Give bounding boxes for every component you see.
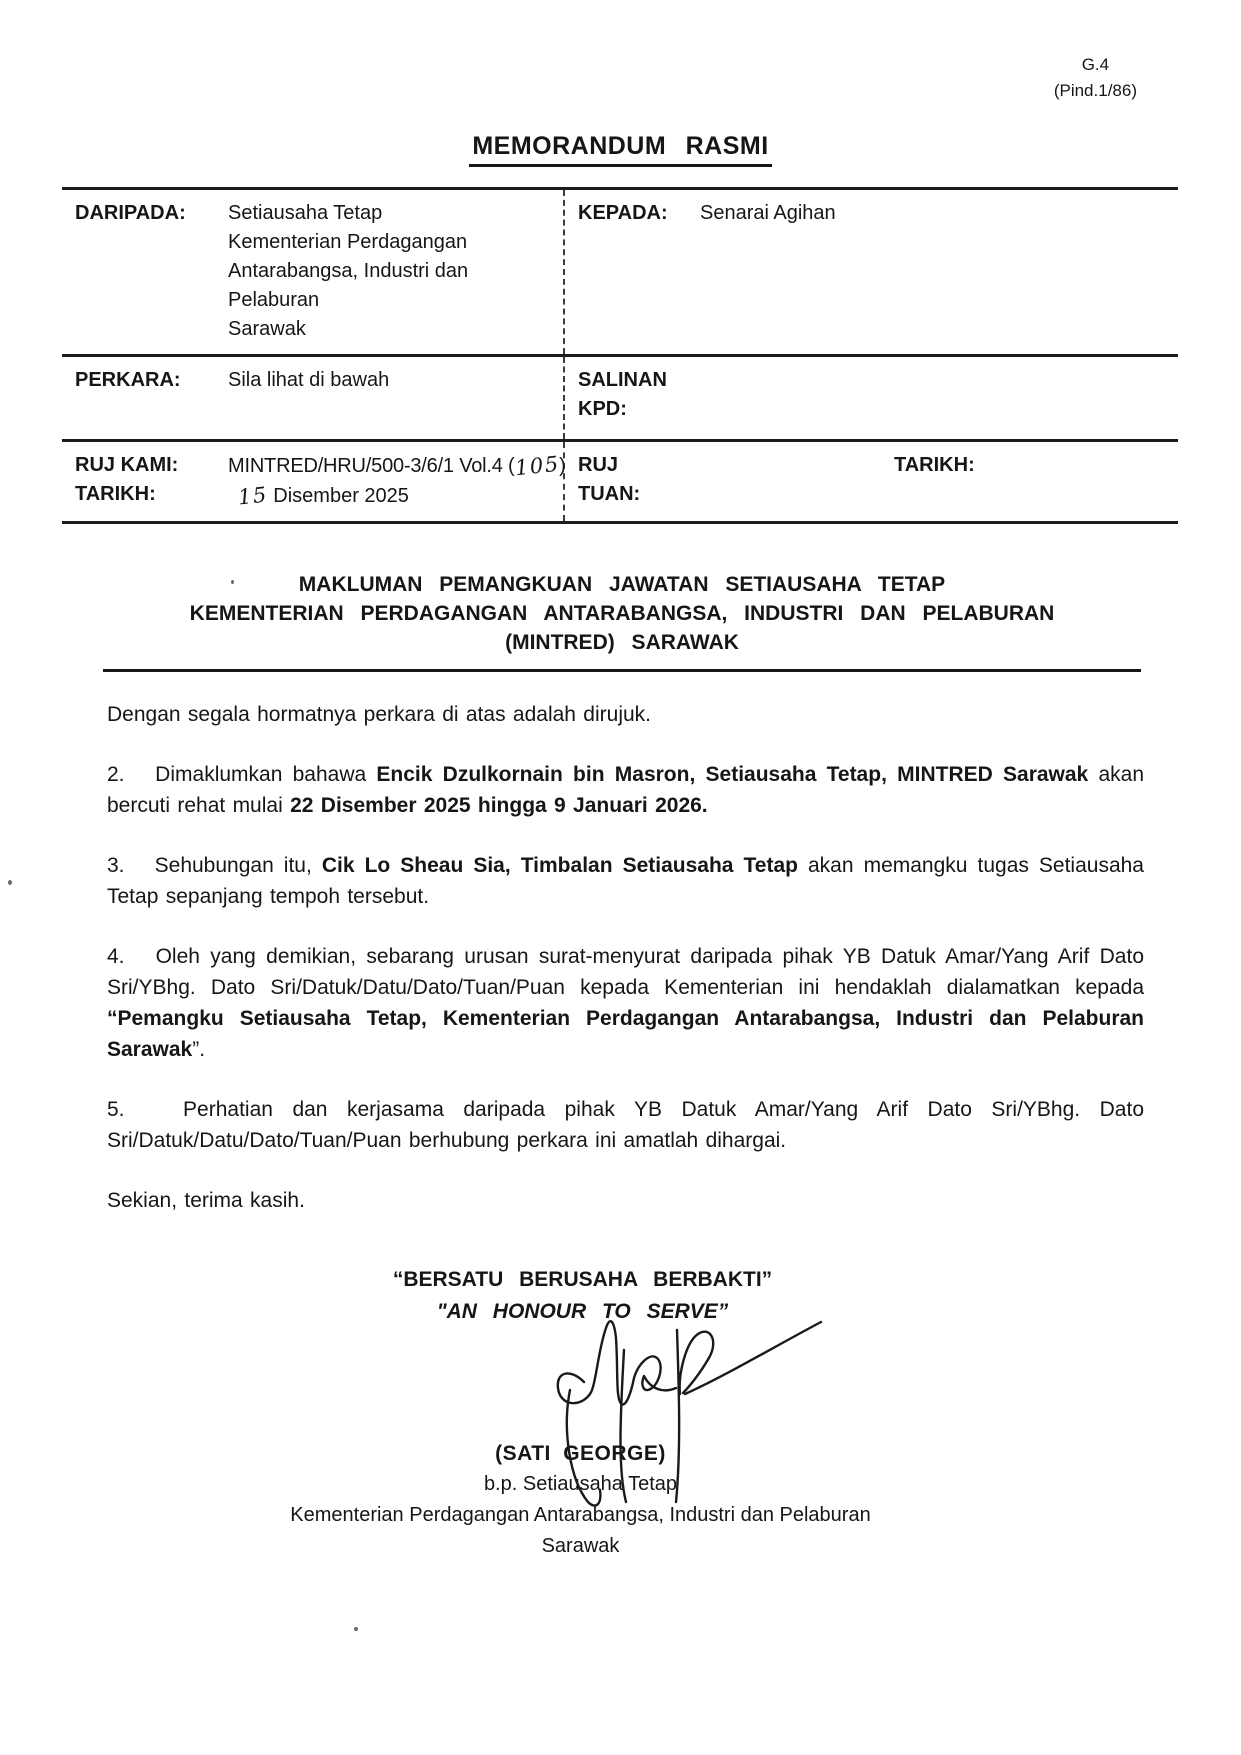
- memo-body: [107, 699, 1144, 1216]
- cell-kepada: [565, 190, 1178, 354]
- scan-speck: [8, 880, 12, 885]
- paragraph-2: 2. Dimaklumkan bahawa Encik Dzulkornain bin Masron, Setiausaha Tetap, MINTRED Sarawak akan bercuti rehat mulai 22 Disember 2025 hingga 9 Januari 2026.: [107, 763, 1145, 817]
- ruj-kami-tarikh-values: [228, 451, 566, 511]
- paragraph-4: 4. Oleh yang demikian, sebarang urusan surat-menyurat daripada pihak YB Datuk Amar/Yang Arif Dato Sri/YBhg. Dato Sri/Datuk/Datu/Dato/Tuan/Puan kepada Kementerian ini hendaklah dialamatkan kepada “Pemangku Setiausaha Tetap, Kementerian Perdagangan Antarabangsa, Industri dan Pelaburan Sarawak”.: [107, 945, 1144, 1061]
- daripada-label: DARIPADA:: [75, 202, 186, 224]
- cell-daripada: [62, 190, 565, 354]
- scan-speck: [354, 1627, 358, 1631]
- org-line-1: Kementerian Perdagangan Antarabangsa, Industri dan Pelaburan: [290, 1504, 871, 1526]
- paragraph-salutation: Dengan segala hormatnya perkara di atas adalah dirujuk.: [107, 703, 652, 726]
- subject-heading: [103, 570, 1141, 672]
- table-row-daripada-kepada: [62, 190, 1178, 357]
- subject-line-3: (MINTRED) SARAWAK: [505, 631, 739, 654]
- closing-block: [0, 1438, 1241, 1562]
- motto-block: [0, 1264, 1241, 1328]
- org-line-2: Sarawak: [541, 1535, 620, 1557]
- daripada-value: Setiausaha Tetap Kementerian Perdagangan Antarabangsa, Industri dan Pelaburan Sarawak: [228, 202, 469, 340]
- salinan-label-line2: KPD:: [578, 398, 627, 420]
- motto-english: "AN HONOUR TO SERVE”: [436, 1300, 729, 1323]
- subject-line-2: KEMENTERIAN PERDAGANGAN ANTARABANGSA, INDUSTRI DAN PELABURAN: [189, 602, 1055, 625]
- cell-salinan-kpd: [565, 357, 1178, 439]
- perkara-label: PERKARA:: [75, 369, 181, 391]
- memo-header-table: [62, 187, 1178, 524]
- perkara-value: Sila lihat di bawah: [228, 369, 390, 391]
- tarikh-value: 15 Disember 2025: [238, 481, 566, 511]
- page-title: MEMORANDUM RASMI: [469, 132, 771, 167]
- cell-ruj-kami-tarikh: [62, 442, 565, 521]
- subject-line-1: MAKLUMAN PEMANGKUAN JAWATAN SETIAUSAHA TETAP: [298, 573, 946, 596]
- salinan-label-line1: SALINAN: [578, 369, 667, 391]
- handwritten-day: 15: [236, 482, 269, 510]
- ruj-kami-tarikh-labels: [75, 451, 228, 511]
- ruj-kami-label: RUJ KAMI:: [75, 454, 179, 476]
- table-row-ruj-tarikh: [62, 442, 1178, 524]
- pp-line: b.p. Setiausaha Tetap: [483, 1473, 678, 1495]
- handwritten-reference-number: 105: [513, 451, 561, 481]
- paragraph-5: 5. Perhatian dan kerjasama daripada pihak YB Datuk Amar/Yang Arif Dato Sri/YBhg. Dato Sri/Datuk/Datu/Dato/Tuan/Puan berhubung perkara ini amatlah dihargai.: [107, 1098, 1144, 1152]
- paragraph-3: 3. Sehubungan itu, Cik Lo Sheau Sia, Timbalan Setiausaha Tetap akan memangku tugas Setiausaha Tetap sepanjang tempoh tersebut.: [107, 854, 1144, 908]
- paragraph-closing-thanks: Sekian, terima kasih.: [107, 1189, 305, 1212]
- form-revision: (Pind.1/86): [1053, 81, 1137, 100]
- tarikh-right-label: TARIKH:: [894, 454, 975, 476]
- motto-malay: “BERSATU BERUSAHA BERBAKTI”: [392, 1268, 773, 1291]
- form-code: G.4: [1081, 55, 1110, 74]
- table-row-perkara-salinan: [62, 357, 1178, 442]
- kepada-value: Senarai Agihan: [700, 202, 836, 224]
- kepada-label: KEPADA:: [578, 202, 668, 224]
- cell-ruj-tuan: [565, 442, 1178, 521]
- ruj-tuan-label: RUJ TUAN:: [578, 454, 641, 505]
- scan-speck: [231, 580, 234, 584]
- ruj-kami-value: MINTRED/HRU/500-3/6/1 Vol.4 (105): [228, 451, 566, 481]
- form-code-block: [1054, 52, 1137, 104]
- tarikh-label: TARIKH:: [75, 483, 156, 505]
- cell-perkara: [62, 357, 565, 439]
- signatory-name: (SATI GEORGE): [495, 1442, 666, 1465]
